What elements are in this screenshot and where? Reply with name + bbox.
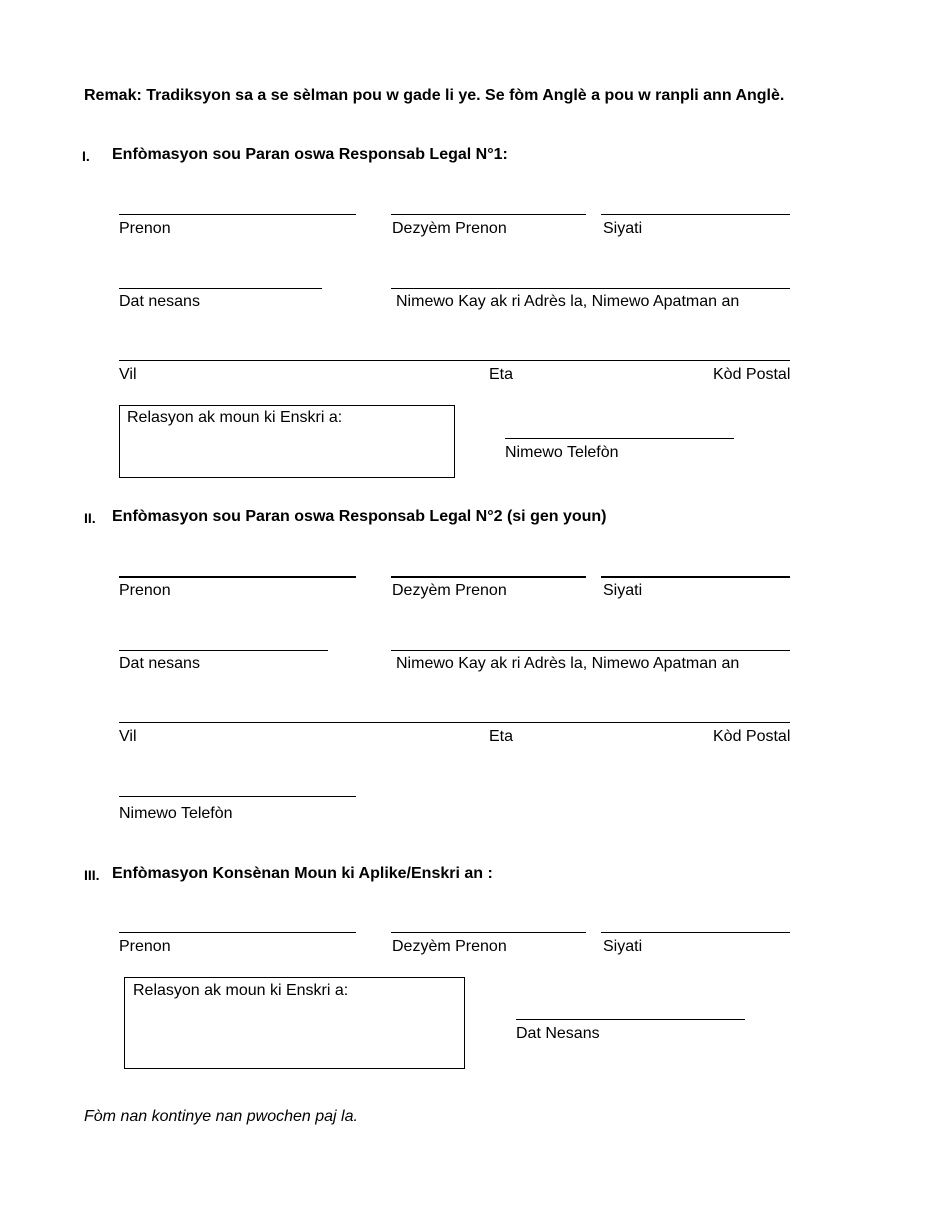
s3-first-name-label: Prenon [119, 938, 171, 955]
s2-address-label: Nimewo Kay ak ri Adrès la, Nimewo Apatman an [396, 655, 740, 672]
s2-first-name-line[interactable] [119, 576, 356, 578]
s3-middle-name-line[interactable] [391, 932, 586, 933]
s1-postal-code-label: Kòd Postal [713, 366, 791, 383]
s2-middle-name-line[interactable] [391, 576, 586, 578]
s1-address-label: Nimewo Kay ak ri Adrès la, Nimewo Apatman an [396, 293, 740, 310]
s2-phone-line[interactable] [119, 796, 356, 797]
s1-middle-name-line[interactable] [391, 214, 586, 215]
s3-middle-name-label: Dezyèm Prenon [392, 938, 507, 955]
s3-last-name-label: Siyati [603, 938, 643, 955]
section-2-number: II. [84, 510, 96, 526]
s1-city-label: Vil [119, 366, 137, 383]
remark-note: Remak: Tradiksyon sa a se sèlman pou w gade li ye. Se fòm Anglè a pou w ranpli ann Anglè. [84, 87, 785, 104]
s1-relationship-box[interactable] [119, 405, 455, 478]
s3-first-name-line[interactable] [119, 932, 356, 933]
s3-relationship-box[interactable] [124, 977, 465, 1069]
s1-city-state-zip-line[interactable] [119, 360, 790, 361]
s2-postal-code-label: Kòd Postal [713, 728, 791, 745]
s2-city-state-zip-line[interactable] [119, 722, 790, 723]
s1-birth-date-line[interactable] [119, 288, 322, 289]
s1-birth-date-label: Dat nesans [119, 293, 200, 310]
s2-birth-date-line[interactable] [119, 650, 328, 651]
s2-address-line[interactable] [391, 650, 790, 651]
s3-birth-date-line[interactable] [516, 1019, 745, 1020]
s1-state-label: Eta [489, 366, 514, 383]
section-1-number: I. [82, 148, 90, 164]
s3-relationship-label: Relasyon ak moun ki Enskri a: [133, 982, 349, 999]
s3-birth-date-label: Dat Nesans [516, 1025, 600, 1042]
s1-address-line[interactable] [391, 288, 790, 289]
section-3-number: III. [84, 867, 100, 883]
s1-last-name-line[interactable] [601, 214, 790, 215]
s2-city-label: Vil [119, 728, 137, 745]
s1-first-name-line[interactable] [119, 214, 356, 215]
s2-phone-label: Nimewo Telefòn [119, 805, 233, 822]
s3-last-name-line[interactable] [601, 932, 790, 933]
s1-middle-name-label: Dezyèm Prenon [392, 220, 507, 237]
s2-last-name-label: Siyati [603, 582, 643, 599]
section-2-title: Enfòmasyon sou Paran oswa Responsab Legal N°2 (si gen youn) [112, 508, 607, 525]
s2-middle-name-label: Dezyèm Prenon [392, 582, 507, 599]
footer-continuation-note: Fòm nan kontinye nan pwochen paj la. [84, 1108, 358, 1125]
s1-first-name-label: Prenon [119, 220, 171, 237]
s2-state-label: Eta [489, 728, 514, 745]
s1-phone-line[interactable] [505, 438, 734, 439]
s2-birth-date-label: Dat nesans [119, 655, 200, 672]
s1-last-name-label: Siyati [603, 220, 643, 237]
section-1-title: Enfòmasyon sou Paran oswa Responsab Legal N°1: [112, 146, 508, 163]
section-3-title: Enfòmasyon Konsènan Moun ki Aplike/Enskri an : [112, 865, 493, 882]
s1-relationship-label: Relasyon ak moun ki Enskri a: [127, 409, 343, 426]
s2-first-name-label: Prenon [119, 582, 171, 599]
s2-last-name-line[interactable] [601, 576, 790, 578]
s1-phone-label: Nimewo Telefòn [505, 444, 619, 461]
